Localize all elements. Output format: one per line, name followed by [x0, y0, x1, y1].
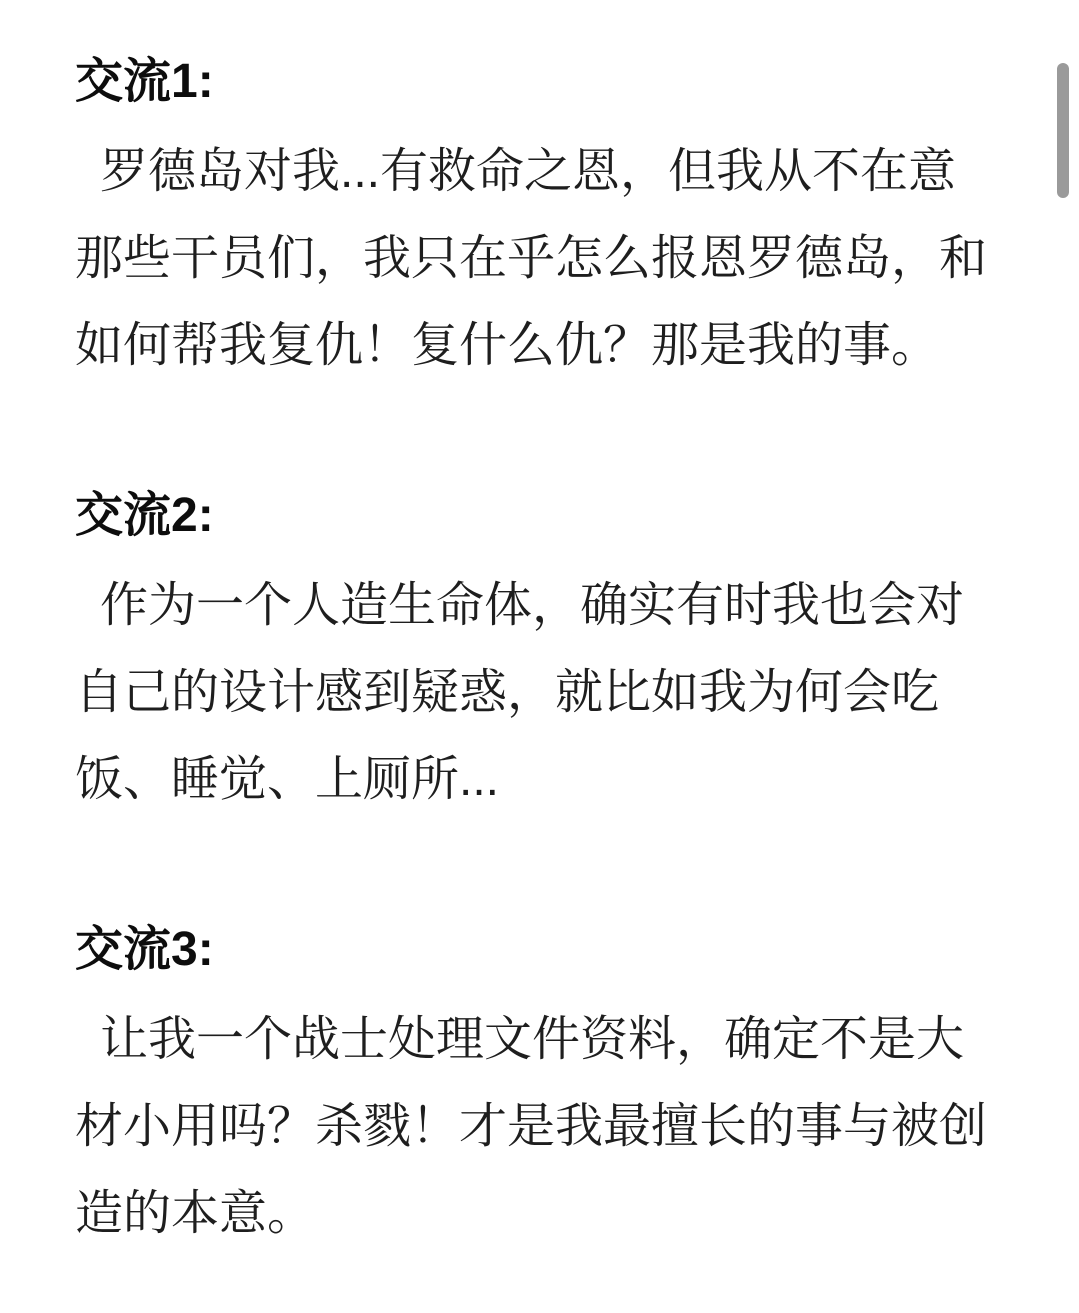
section-3-line-1: 让我一个战士处理文件资料，确定不是大: [100, 1013, 965, 1066]
section-1-line-1: 罗德岛对我...有救命之恩，但我从不在意: [100, 145, 957, 198]
section-2-heading: 交流2:: [75, 489, 214, 542]
section-dialogue-2: [75, 486, 1005, 823]
section-3-heading: 交流3:: [75, 923, 214, 976]
section-2-line-1: 作为一个人造生命体，确实有时我也会对: [100, 579, 965, 632]
text-content: [75, 52, 1005, 1257]
section-dialogue-1: [75, 52, 1005, 389]
section-1-line-3: 如何帮我复仇！复什么仇？那是我的事。: [75, 319, 940, 372]
section-1-line-2: 那些干员们，我只在乎怎么报恩罗德岛，和: [75, 232, 988, 285]
scrollbar-thumb[interactable]: [1057, 63, 1069, 198]
section-2-line-2: 自己的设计感到疑惑，就比如我为何会吃: [75, 666, 940, 719]
section-2-line-3: 饭、睡觉、上厕所...: [75, 753, 500, 806]
section-3-line-3: 造的本意。: [75, 1187, 316, 1240]
section-dialogue-3: [75, 920, 1005, 1257]
section-1-heading: 交流1:: [75, 55, 214, 108]
section-3-line-2: 材小用吗？杀戮！才是我最擅长的事与被创: [75, 1100, 988, 1153]
